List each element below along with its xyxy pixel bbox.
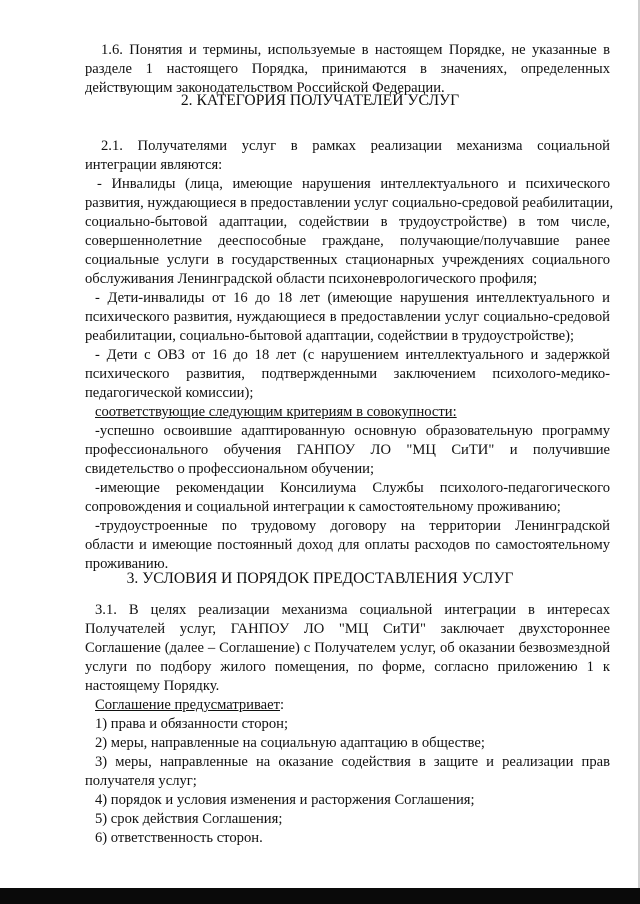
agreement-provisions-label: Соглашение предусматривает — [95, 697, 281, 713]
text-line: развития, нуждающиеся в предоставлении услуг социально-средовой реабилитации, — [85, 195, 614, 211]
colon: : — [280, 697, 285, 713]
text-line: Получателей услуг, ГАНПОУ ЛО "МЦ СиТИ" заключает двухстороннее — [85, 621, 610, 637]
text-line: свидетельство о профессиональном обучении; — [85, 461, 375, 477]
text-line: социальные услуги в государственных стационарных учреждениях социального — [85, 252, 610, 268]
text-line: действующим законодательством Российской Федерации. — [85, 80, 445, 96]
text-line: 1.6. Понятия и термины, используемые в настоящем Порядке, не указанные в — [101, 42, 610, 58]
text-line: Соглашение (далее – Соглашение) с Получателем услуг, об оказании безвозмездной — [85, 640, 610, 656]
section-heading-3: 3. УСЛОВИЯ И ПОРЯДОК ПРЕДОСТАВЛЕНИЯ УСЛУГ — [126, 570, 514, 587]
list-item-continuation: получателя услуг; — [85, 773, 197, 789]
list-item: 2) меры, направленные на социальную адаптацию в обществе; — [95, 735, 485, 751]
list-item: 6) ответственность сторон. — [95, 830, 263, 846]
list-item: 4) порядок и условия изменения и расторжения Соглашения; — [95, 792, 475, 808]
text-line: -трудоустроенные по трудовому договору на территории Ленинградской — [95, 518, 610, 534]
text-line: настоящему Порядку. — [85, 678, 220, 694]
text-line: реабилитации, социально-бытовой адаптации, содействии в трудоустройстве); — [85, 328, 575, 344]
criteria-heading: соответствующие следующим критериям в совокупности: — [95, 404, 457, 420]
text-line: - Инвалиды (лица, имеющие нарушения интеллектуального и психического — [97, 176, 610, 192]
scan-edge-bottom — [0, 888, 640, 904]
text-line: -имеющие рекомендации Консилиума Службы психолого-педагогического — [95, 480, 610, 496]
list-item: 3) меры, направленные на оказание содействия в защите и реализации прав — [95, 754, 610, 770]
text-line: области и имеющие постоянный доход для оплаты расходов по самостоятельному — [85, 537, 610, 553]
section-heading-2: 2. КАТЕГОРИЯ ПОЛУЧАТЕЛЕЙ УСЛУГ — [180, 92, 460, 109]
text-line: проживанию. — [85, 556, 169, 572]
text-line: обслуживания Ленинградской области психоневрологического профиля; — [85, 271, 538, 287]
text-line: профессионального обучения ГАНПОУ ЛО "МЦ СиТИ" и получившие — [85, 442, 610, 458]
text-line: социально-бытовой адаптации, содействии в трудоустройстве) в том числе, — [85, 214, 610, 230]
text-line: 2.1. Получателями услуг в рамках реализации механизма социальной — [101, 138, 610, 154]
text-line: психического развития, нуждающиеся в предоставлении услуг социально-средовой — [85, 309, 610, 325]
list-item: 1) права и обязанности сторон; — [95, 716, 288, 732]
text-line: - Дети с ОВЗ от 16 до 18 лет (с нарушением интеллектуального и задержкой — [95, 347, 610, 363]
agreement-provisions-line — [95, 696, 610, 715]
text-line: - Дети-инвалиды от 16 до 18 лет (имеющие нарушения интеллектуального и — [95, 290, 610, 306]
text-line: психического развития, подтвержденными заключением психолого-медико- — [85, 366, 610, 382]
text-line: -успешно освоившие адаптированную основную образовательную программу — [95, 423, 610, 439]
text-line: разделе 1 настоящего Порядка, принимаются в значениях, определенных — [85, 61, 610, 77]
text-line: 3.1. В целях реализации механизма социальной интеграции в интересах — [95, 602, 610, 618]
text-line: совершеннолетние дееспособные граждане, получающие/получавшие ранее — [85, 233, 610, 249]
text-line: педагогической комиссии); — [85, 385, 254, 401]
text-line: услуги по подбору жилого помещения, по форме, согласно приложению 1 к — [85, 659, 610, 675]
list-item: 5) срок действия Соглашения; — [95, 811, 283, 827]
text-line: сопровождения и социальной интеграции к самостоятельному проживанию; — [85, 499, 561, 515]
text-line: интеграции являются: — [85, 157, 223, 173]
